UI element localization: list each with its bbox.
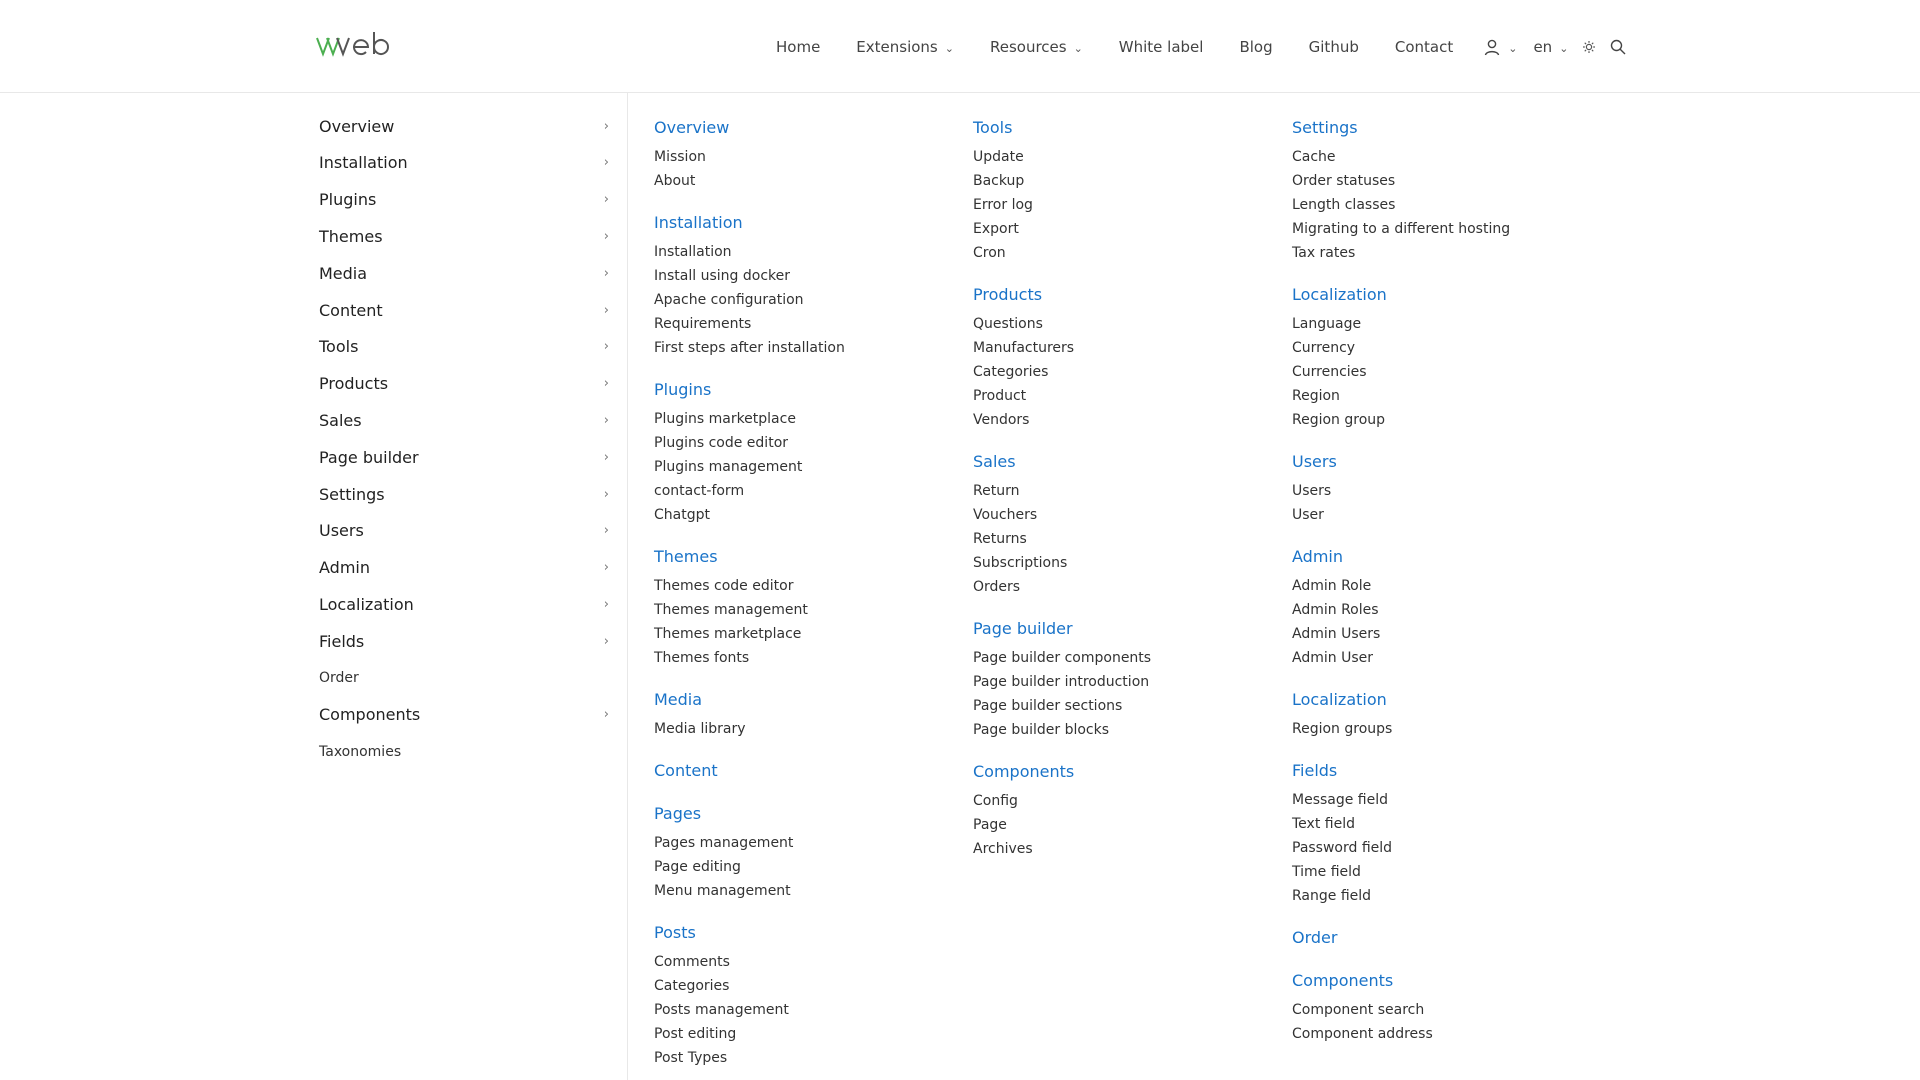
- menu-link[interactable]: Admin Users: [1292, 626, 1381, 642]
- sidebar-item-content[interactable]: [319, 297, 611, 323]
- menu-link[interactable]: Message field: [1292, 792, 1389, 808]
- sidebar-item-settings[interactable]: [319, 481, 611, 507]
- sidebar-item-label: Tools: [319, 337, 359, 357]
- sidebar-item-label: Order: [319, 670, 359, 686]
- menu-link[interactable]: Update: [973, 149, 1024, 165]
- menu-link[interactable]: User: [1292, 507, 1324, 523]
- menu-link[interactable]: Comments: [654, 954, 730, 970]
- section-title-admin[interactable]: Admin: [1292, 547, 1343, 566]
- menu-link[interactable]: Post Types: [654, 1050, 728, 1066]
- sidebar-item-order[interactable]: [319, 665, 611, 691]
- section-title-fields[interactable]: Fields: [1292, 761, 1338, 780]
- menu-link[interactable]: Migrating to a different hosting: [1292, 221, 1511, 237]
- chevron-right-icon: ›: [603, 707, 609, 723]
- menu-link[interactable]: Currency: [1292, 340, 1356, 356]
- nav-item-github[interactable]: [1309, 38, 1359, 56]
- nav-item-blog[interactable]: [1239, 38, 1272, 56]
- section-title-localization[interactable]: Localization: [1292, 285, 1387, 304]
- search-button[interactable]: [1610, 39, 1626, 55]
- sidebar-item-label: Taxonomies: [319, 743, 402, 760]
- sidebar-item-label: Content: [319, 300, 383, 320]
- menu-link[interactable]: Error log: [973, 197, 1033, 213]
- nav-item-home[interactable]: [776, 38, 820, 56]
- sidebar-item-plugins[interactable]: [319, 187, 611, 213]
- menu-link[interactable]: Vendors: [973, 412, 1030, 428]
- menu-link[interactable]: Product: [973, 388, 1027, 404]
- menu-link[interactable]: Return: [973, 483, 1020, 499]
- nav-item-white-label[interactable]: [1119, 38, 1204, 56]
- menu-link[interactable]: Questions: [973, 316, 1043, 332]
- chevron-right-icon: ›: [603, 192, 609, 208]
- menu-link[interactable]: Install using docker: [654, 268, 790, 284]
- menu-link[interactable]: Length classes: [1292, 197, 1396, 213]
- nav-item-label: Blog: [1239, 38, 1273, 56]
- menu-link[interactable]: First steps after installation: [654, 340, 845, 356]
- menu-link[interactable]: Archives: [973, 841, 1033, 857]
- menu-link[interactable]: Cache: [1292, 149, 1336, 165]
- chevron-right-icon: ›: [603, 412, 609, 428]
- menu-link[interactable]: Component search: [1292, 1002, 1425, 1018]
- sidebar-item-label: Plugins: [319, 190, 377, 210]
- sidebar-item-themes[interactable]: [319, 223, 611, 249]
- sidebar-item-admin[interactable]: [319, 555, 611, 581]
- menu-link[interactable]: contact-form: [654, 483, 745, 499]
- section-title-posts[interactable]: Posts: [654, 923, 696, 942]
- menu-link[interactable]: Apache configuration: [654, 292, 804, 308]
- language-label: en: [1533, 38, 1553, 56]
- menu-link[interactable]: Order statuses: [1292, 173, 1396, 189]
- menu-link[interactable]: Returns: [973, 531, 1027, 547]
- chevron-down-icon: ⌄: [1508, 41, 1518, 55]
- section-title-users[interactable]: Users: [1292, 452, 1337, 471]
- nav-item-contact[interactable]: [1395, 38, 1453, 56]
- menu-link[interactable]: Page builder sections: [973, 698, 1123, 714]
- menu-link[interactable]: Tax rates: [1292, 245, 1356, 261]
- menu-link[interactable]: Region: [1292, 388, 1340, 404]
- chevron-right-icon: ›: [603, 228, 609, 244]
- menu-link[interactable]: Export: [973, 221, 1019, 237]
- nav-item-label: Extensions: [856, 38, 938, 56]
- sidebar-item-media[interactable]: [319, 260, 611, 286]
- menu-link[interactable]: Requirements: [654, 316, 752, 332]
- chevron-right-icon: ›: [603, 155, 609, 171]
- chevron-right-icon: ›: [603, 449, 609, 465]
- menu-link[interactable]: Plugins management: [654, 459, 803, 475]
- menu-link[interactable]: Admin User: [1292, 650, 1373, 666]
- sidebar-item-label: Users: [319, 521, 364, 541]
- menu-link[interactable]: Region group: [1292, 412, 1386, 428]
- chevron-right-icon: ›: [603, 633, 609, 649]
- sidebar-item-label: Installation: [319, 153, 408, 173]
- menu-link[interactable]: Orders: [973, 579, 1021, 595]
- user-icon: [1483, 38, 1501, 56]
- menu-link[interactable]: Categories: [973, 364, 1049, 380]
- chevron-right-icon: ›: [603, 486, 609, 502]
- menu-link[interactable]: Language: [1292, 316, 1362, 332]
- sidebar-item-installation[interactable]: [319, 150, 611, 176]
- section-title-pages[interactable]: Pages: [654, 804, 702, 823]
- nav-item-label: Contact: [1394, 38, 1454, 56]
- sidebar-item-overview[interactable]: [319, 113, 611, 139]
- sidebar-item-label: Settings: [319, 484, 385, 504]
- chevron-right-icon: ›: [603, 339, 609, 355]
- menu-link[interactable]: Themes marketplace: [654, 626, 802, 642]
- menu-link[interactable]: Plugins marketplace: [654, 411, 796, 427]
- menu-link[interactable]: Menu management: [654, 883, 791, 899]
- section-title-components[interactable]: Components: [1292, 971, 1394, 990]
- section-title-plugins[interactable]: Plugins: [654, 380, 712, 399]
- menu-link[interactable]: Currencies: [1292, 364, 1367, 380]
- sidebar-item-tools[interactable]: [319, 334, 611, 360]
- search-icon: [1610, 39, 1626, 55]
- language-selector[interactable]: [1533, 38, 1568, 56]
- sidebar-item-label: Components: [319, 705, 421, 725]
- sidebar-item-label: Fields: [319, 631, 365, 651]
- menu-link[interactable]: Page builder introduction: [973, 674, 1150, 690]
- menu-link[interactable]: Themes code editor: [654, 578, 794, 594]
- menu-link[interactable]: Cron: [973, 245, 1006, 261]
- theme-toggle-button[interactable]: [1582, 40, 1596, 54]
- main-nav: [776, 36, 1626, 58]
- sidebar-item-label: Products: [319, 374, 389, 394]
- sun-icon: [1582, 40, 1596, 54]
- chevron-down-icon: ⌄: [944, 41, 954, 55]
- chevron-right-icon: ›: [603, 302, 609, 318]
- sidebar-item-label: Page builder: [319, 447, 419, 467]
- chevron-right-icon: ›: [603, 118, 609, 134]
- section-title-products[interactable]: Products: [973, 285, 1043, 304]
- menu-link[interactable]: Themes fonts: [654, 650, 750, 666]
- section-title-tools[interactable]: Tools: [973, 118, 1013, 137]
- sidebar-item-label: Overview: [319, 116, 395, 136]
- section-title-media[interactable]: Media: [654, 690, 703, 709]
- menu-link[interactable]: Post editing: [654, 1026, 737, 1042]
- menu-link[interactable]: Chatgpt: [654, 507, 710, 523]
- menu-link[interactable]: Component address: [1292, 1026, 1433, 1042]
- menu-link[interactable]: Plugins code editor: [654, 435, 789, 451]
- sidebar-item-products[interactable]: [319, 371, 611, 397]
- menu-link[interactable]: Password field: [1292, 840, 1393, 856]
- sidebar-item-label: Themes: [319, 226, 383, 246]
- chevron-right-icon: ›: [603, 265, 609, 281]
- section-title-components[interactable]: Components: [973, 762, 1075, 781]
- menu-link[interactable]: Admin Roles: [1292, 602, 1379, 618]
- menu-link[interactable]: Vouchers: [973, 507, 1038, 523]
- nav-item-extensions[interactable]: [856, 38, 954, 56]
- menu-link[interactable]: Pages management: [654, 835, 794, 851]
- sidebar-item-label: Localization: [319, 594, 414, 614]
- menu-link[interactable]: Media library: [654, 721, 746, 737]
- nav-item-resources[interactable]: [990, 38, 1083, 56]
- chevron-down-icon: ⌄: [1559, 41, 1569, 55]
- menu-link[interactable]: Page editing: [654, 859, 741, 875]
- chevron-right-icon: ›: [603, 376, 609, 392]
- sidebar-item-sales[interactable]: [319, 407, 611, 433]
- section-title-settings[interactable]: Settings: [1292, 118, 1358, 137]
- menu-link[interactable]: Installation: [654, 244, 732, 260]
- chevron-right-icon: ›: [603, 560, 609, 576]
- chevron-down-icon: ⌄: [1073, 41, 1083, 55]
- site-header: [0, 0, 1920, 93]
- menu-link[interactable]: Page builder components: [973, 650, 1152, 666]
- menu-link[interactable]: Admin Role: [1292, 578, 1372, 594]
- sidebar-item-page-builder[interactable]: [319, 444, 611, 470]
- menu-link[interactable]: Backup: [973, 173, 1025, 189]
- menu-link[interactable]: Subscriptions: [973, 555, 1068, 571]
- chevron-right-icon: ›: [603, 596, 609, 612]
- vvveb-logo[interactable]: [316, 30, 398, 60]
- menu-link[interactable]: Posts management: [654, 1002, 789, 1018]
- menu-link[interactable]: Text field: [1292, 816, 1355, 832]
- menu-link[interactable]: Page builder blocks: [973, 722, 1110, 738]
- sidebar-item-taxonomies[interactable]: [319, 739, 611, 765]
- section-title-themes[interactable]: Themes: [654, 547, 718, 566]
- sidebar-item-label: Media: [319, 263, 368, 283]
- section-title-order[interactable]: Order: [1292, 928, 1338, 947]
- section-title-localization[interactable]: Localization: [1292, 690, 1387, 709]
- menu-link[interactable]: Themes management: [654, 602, 808, 618]
- sidebar-item-users[interactable]: [319, 518, 611, 544]
- menu-link[interactable]: Time field: [1292, 864, 1361, 880]
- menu-link[interactable]: Categories: [654, 978, 730, 994]
- menu-link[interactable]: Config: [973, 793, 1018, 809]
- section-title-installation[interactable]: Installation: [654, 213, 743, 232]
- nav-item-label: White label: [1118, 38, 1204, 56]
- sidebar-item-label: Admin: [319, 558, 370, 578]
- nav-item-label: Resources: [989, 38, 1067, 56]
- user-menu-button[interactable]: [1483, 38, 1517, 56]
- section-title-page-builder[interactable]: Page builder: [973, 619, 1073, 638]
- chevron-right-icon: ›: [603, 523, 609, 539]
- sidebar-item-components[interactable]: [319, 702, 611, 728]
- menu-link[interactable]: Users: [1292, 483, 1332, 499]
- nav-item-label: Home: [776, 38, 821, 56]
- menu-link[interactable]: Page: [973, 817, 1007, 833]
- menu-link[interactable]: About: [654, 173, 696, 189]
- sidebar-item-label: Sales: [319, 410, 362, 430]
- section-title-overview[interactable]: Overview: [654, 118, 730, 137]
- section-title-sales[interactable]: Sales: [973, 452, 1016, 471]
- menu-link[interactable]: Manufacturers: [973, 340, 1075, 356]
- menu-link[interactable]: Range field: [1292, 888, 1372, 904]
- sidebar-item-fields[interactable]: [319, 628, 611, 654]
- nav-item-label: Github: [1308, 38, 1359, 56]
- section-title-content[interactable]: Content: [654, 761, 718, 780]
- sidebar-item-localization[interactable]: [319, 591, 611, 617]
- menu-link[interactable]: Region groups: [1292, 721, 1393, 737]
- menu-link[interactable]: Mission: [654, 149, 706, 165]
- docs-sidebar: [0, 93, 628, 1080]
